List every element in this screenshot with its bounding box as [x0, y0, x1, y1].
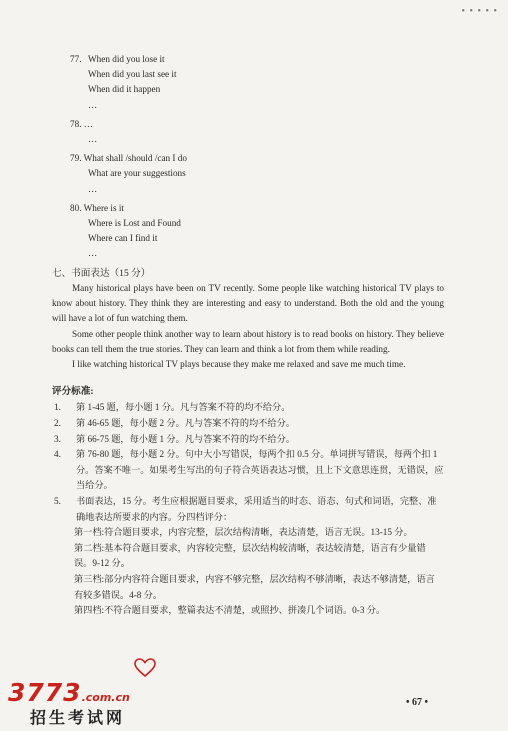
- grading-level: 第二档:基本符合题目要求，内容较完整，层次结构较清晰，表达较清楚，语言有少量错误。9-12 分。: [74, 542, 426, 569]
- question-number: 80.: [70, 202, 82, 213]
- page-number: • 67 •: [406, 697, 429, 708]
- answer-line: What shall /should /can I do: [83, 153, 187, 164]
- question-number: 79.: [70, 153, 82, 164]
- corner-marks: • • • • •: [461, 6, 498, 17]
- essay-paragraph: Many historical plays have been on TV recently. Some people like watching historical TV plays to know about history. They think they are interesting and easy to understand. Both the old and the young will have a lot of fun watching them.: [52, 282, 444, 324]
- answer-line: Where can I find it: [88, 233, 158, 244]
- essay-paragraph: Some other people think another way to learn about history is to read books on history. They believe books can tell them the true stories. They can learn and think a lot from them while reading.: [52, 328, 444, 354]
- answer-line: When did you last see it: [88, 69, 177, 80]
- grading-title: 评分标准:: [52, 386, 94, 398]
- answer-line: What are your suggestions: [88, 168, 186, 179]
- grading-item: 3. 第 66-75 题，每小题 1 分。凡与答案不符的均不给分。: [54, 433, 295, 444]
- question-78: [52, 117, 444, 147]
- grading-item: 5. 书面表达，15 分。考生应根据题目要求，采用适当的时态、语态、句式和词语，完整、准确地表达所要求的内容。分四档评分：: [54, 496, 437, 522]
- grading-item: 1. 第 1-45 题，每小题 1 分。凡与答案不符的均不给分。: [54, 402, 291, 413]
- grading-level: 第一档:符合题目要求，内容完整，层次结构清晰，表达清楚，语言无误。13-15 分。: [74, 527, 413, 538]
- grading-item: 4. 第 76-80 题，每小题 2 分。句中大小写错误，每两个扣 0.5 分。单词拼写错误，每两个扣 1 分。答案不唯一。如果考生写出的句子符合英语表达习惯，且上下文意思连贯，无错误，应当给分。: [54, 449, 444, 491]
- question-80: [52, 201, 444, 262]
- question-number: 77.: [70, 54, 82, 64]
- grading-level: 第三档:部分内容符合题目要求，内容不够完整，层次结构不够清晰，表达不够清楚，语言有较多错误。4-8 分。: [74, 573, 435, 600]
- answer-line: When did you lose it: [88, 54, 165, 65]
- watermark-tagline: 招生考试网: [30, 708, 126, 727]
- answer-line: …: [88, 248, 98, 259]
- page-content: [52, 52, 444, 619]
- answer-line: Where is Lost and Found: [88, 218, 181, 229]
- question-number: 78.: [70, 118, 82, 129]
- answer-line: …: [88, 134, 98, 145]
- answer-line: …: [88, 183, 98, 194]
- site-watermark: [8, 678, 130, 728]
- answer-line: When did it happen: [88, 84, 161, 95]
- section-title: 七、书面表达（15 分）: [52, 267, 151, 279]
- grading-item: 2. 第 46-65 题，每小题 2 分。凡与答案不符的均不给分。: [54, 418, 295, 429]
- heart-icon: [134, 658, 156, 683]
- grading-level: 第四档:不符合题目要求，整篇表达不清楚，或照抄、拼凑几个词语。0-3 分。: [74, 605, 386, 616]
- answer-line: …: [83, 118, 93, 129]
- watermark-number: 3773: [8, 678, 82, 707]
- essay-paragraph: I like watching historical TV plays because they make me relaxed and save me much time.: [72, 359, 406, 370]
- question-77: [52, 52, 444, 113]
- question-79: [52, 151, 444, 197]
- answer-line: …: [88, 99, 98, 110]
- watermark-domain: .com.cn: [81, 691, 130, 704]
- answer-line: Where is it: [83, 202, 124, 213]
